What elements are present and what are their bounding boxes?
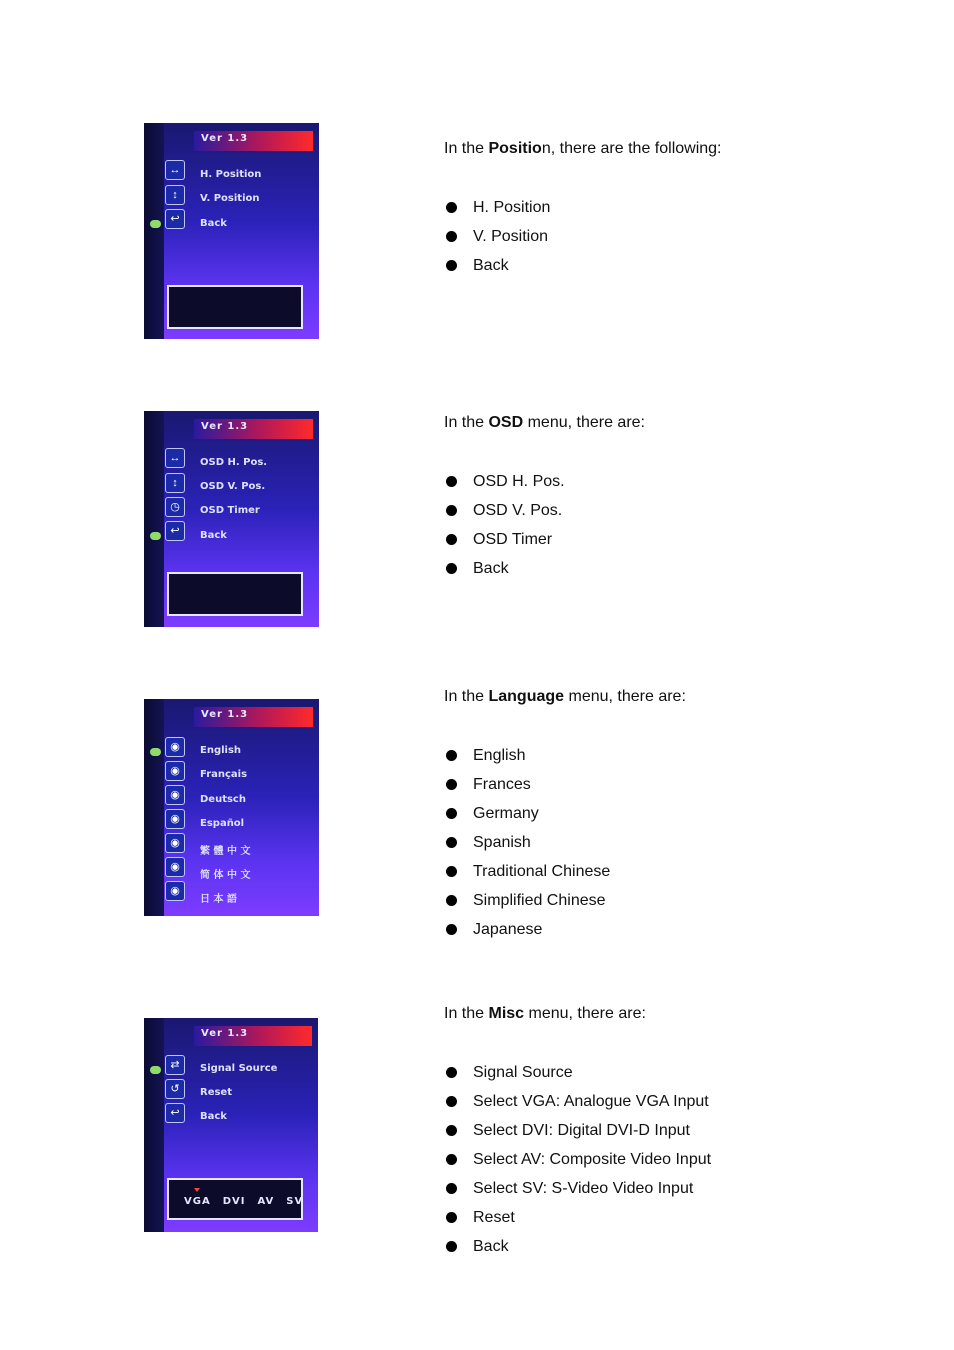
- osd-item: Back: [200, 530, 227, 541]
- traditional-chinese-flag-icon: ◉: [165, 833, 185, 853]
- japanese-flag-icon: ◉: [165, 881, 185, 901]
- german-flag-icon: ◉: [165, 785, 185, 805]
- osd-item: V. Position: [200, 193, 260, 204]
- list-item: Select VGA: Analogue VGA Input: [444, 1087, 711, 1116]
- list-item: Select DVI: Digital DVI-D Input: [444, 1116, 711, 1145]
- v-position-icon: ↕: [165, 185, 185, 205]
- list-item: Spanish: [444, 828, 610, 857]
- osd-icon-column: [144, 411, 164, 627]
- list-item: English: [444, 741, 610, 770]
- list-item: Frances: [444, 770, 610, 799]
- list-item: Back: [444, 251, 550, 280]
- language-intro: In the Language menu, there are:: [444, 688, 686, 705]
- osd-version: Ver 1.3: [201, 709, 249, 720]
- list-item: H. Position: [444, 193, 550, 222]
- language-osd-screenshot: [144, 699, 319, 916]
- back-icon: ↩: [165, 521, 185, 541]
- source-marker-icon: [194, 1188, 200, 1192]
- osd-item: Français: [200, 769, 248, 780]
- osd-info-box: [167, 285, 303, 329]
- osd-v-pos-icon: ↕: [165, 473, 185, 493]
- h-position-icon: ↔: [165, 160, 185, 180]
- list-item: Select AV: Composite Video Input: [444, 1145, 711, 1174]
- spanish-flag-icon: ◉: [165, 809, 185, 829]
- position-intro: In the Position, there are the following:: [444, 140, 722, 157]
- osd-icon-column: [144, 699, 164, 916]
- osd-item: Español: [200, 818, 245, 829]
- osd-item: Signal Source: [200, 1063, 278, 1074]
- selection-pointer-icon: [150, 1066, 161, 1074]
- back-icon: ↩: [165, 1103, 185, 1123]
- osd-version: Ver 1.3: [201, 133, 249, 144]
- osd-icon-column: [144, 123, 164, 339]
- osd-timer-icon: ◷: [165, 497, 185, 517]
- misc-intro: In the Misc menu, there are:: [444, 1005, 646, 1022]
- osd-info-box: [167, 572, 303, 616]
- list-item: Signal Source: [444, 1058, 711, 1087]
- position-bullet-list: [444, 193, 550, 280]
- osd-icon-column: [144, 1018, 164, 1232]
- list-item: Reset: [444, 1203, 711, 1232]
- osd-version: Ver 1.3: [201, 1028, 249, 1039]
- osd-item: Reset: [200, 1087, 232, 1098]
- osd-h-pos-icon: ↔: [165, 448, 185, 468]
- list-item: Simplified Chinese: [444, 886, 610, 915]
- selection-pointer-icon: [150, 532, 161, 540]
- signal-source-icon: ⇄: [165, 1055, 185, 1075]
- source-option: VGA: [184, 1196, 211, 1207]
- osd-item: Back: [200, 1111, 227, 1122]
- source-option: SV: [286, 1196, 304, 1207]
- osd-intro: In the OSD menu, there are:: [444, 414, 645, 431]
- reset-icon: ↺: [165, 1079, 185, 1099]
- osd-item: 繁 體 中 文: [200, 846, 251, 857]
- list-item: Select SV: S-Video Video Input: [444, 1174, 711, 1203]
- osd-item: H. Position: [200, 169, 262, 180]
- osd-item: Back: [200, 218, 227, 229]
- list-item: Germany: [444, 799, 610, 828]
- source-options: [184, 1196, 315, 1207]
- list-item: V. Position: [444, 222, 550, 251]
- osd-item: OSD V. Pos.: [200, 481, 266, 492]
- osd-item: English: [200, 745, 242, 756]
- source-option: AV: [257, 1196, 275, 1207]
- osd-item: OSD Timer: [200, 505, 260, 516]
- selection-pointer-icon: [150, 220, 161, 228]
- list-item: OSD V. Pos.: [444, 496, 565, 525]
- osd-version: Ver 1.3: [201, 421, 249, 432]
- list-item: OSD Timer: [444, 525, 565, 554]
- osd-item: 简 体 中 文: [200, 870, 251, 881]
- french-flag-icon: ◉: [165, 761, 185, 781]
- list-item: Traditional Chinese: [444, 857, 610, 886]
- source-option: DVI: [222, 1196, 246, 1207]
- misc-osd-screenshot: [144, 1018, 318, 1232]
- selection-pointer-icon: [150, 748, 161, 756]
- language-bullet-list: [444, 741, 610, 944]
- back-icon: ↩: [165, 209, 185, 229]
- misc-bullet-list: [444, 1058, 711, 1261]
- osd-item: Deutsch: [200, 794, 246, 805]
- osd-item: 日 本 語: [200, 894, 237, 905]
- list-item: Back: [444, 1232, 711, 1261]
- osd-item: OSD H. Pos.: [200, 457, 268, 468]
- osd-menu-screenshot: [144, 411, 319, 627]
- list-item: Japanese: [444, 915, 610, 944]
- simplified-chinese-flag-icon: ◉: [165, 857, 185, 877]
- position-osd-screenshot: [144, 123, 319, 339]
- english-flag-icon: ◉: [165, 737, 185, 757]
- osd-bullet-list: [444, 467, 565, 583]
- list-item: OSD H. Pos.: [444, 467, 565, 496]
- list-item: Back: [444, 554, 565, 583]
